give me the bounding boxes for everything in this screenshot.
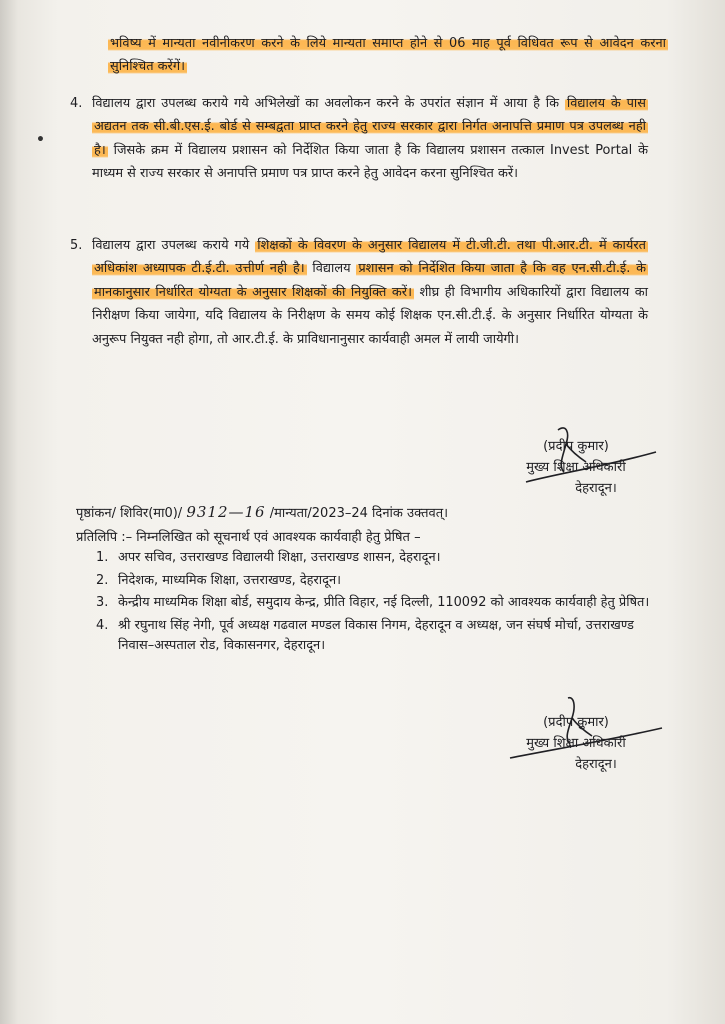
highlighted-text: प्रशासन को निर्देशित किया जाता है कि वह एन.सी.टी.ई. के मानकानुसार निर्धारित योग्यता के अनुसार शिक्षकों की नियुक्ति करें।: [94, 261, 646, 300]
list-item-number: 1.: [96, 550, 109, 565]
signature-block-2: [486, 712, 666, 775]
highlighted-text: विद्यालय के पास अद्यतन तक सी.बी.एस.ई. बोर्ड से सम्बद्वता प्राप्त करने हेतु राज्य सरकार द्वारा निर्गत अनापत्ति प्रमाण पत्र उपलब्ध नही है।: [94, 96, 646, 158]
copy-to-heading: प्रतिलिपि :– निम्नलिखित को सूचनार्थ एवं आवश्यक कार्यवाही हेतु प्रेषित –: [76, 530, 421, 545]
punch-mark: •: [36, 132, 45, 148]
signatory-name: (प्रदीप कुमार): [543, 715, 609, 730]
paragraph-number: 4.: [70, 96, 83, 111]
reference-line: [76, 503, 676, 521]
list-item-number: 4.: [96, 617, 109, 633]
paragraph-text: विद्यालय द्वारा उपलब्ध कराये गये: [92, 238, 250, 253]
signature-block-1: [486, 436, 666, 499]
paragraph-text: शीघ्र ही विभागीय अधिकारियों द्वारा विद्यालय का निरीक्षण किया जायेगा, यदि विद्यालय के निरीक्षण के समय कोई शिक्षक एन.सी.टी.ई. के अनुसार निर्धारित योग्यता के अनुरूप नियुक्त नही होगा, तो आर.टी.ई. के प्राविधानानुसार कार्यवाही अमल में लायी जायेगी।: [92, 284, 648, 347]
page-shadow: [0, 0, 18, 1024]
reference-prefix: पृष्ठांकन/ शिविर(मा0)/: [76, 506, 183, 521]
reference-number: 9312—16: [186, 503, 266, 521]
list-item-text: केन्द्रीय माध्यमिक शिक्षा बोर्ड, समुदाय केन्द्र, प्रीति विहार, नई दिल्ली, 110092 को आवश्यक कार्यवाही हेतु प्रेषित।: [118, 595, 650, 610]
signatory-designation: मुख्य शिक्षा अधिकारी: [526, 736, 626, 751]
paragraph-text: जिसके क्रम में विद्यालय प्रशासन को निर्देशित किया जाता है कि विद्यालय प्रशासन तत्काल Invest Portal के माध्यम से राज्य सरकार से अनापत्ति प्रमाण पत्र प्राप्त करने हेतु आवेदन करना सुनिश्चित करें।: [92, 142, 649, 182]
copy-to-list: [96, 548, 656, 657]
list-item-text: निदेशक, माध्यमिक शिक्षा, उत्तराखण्ड, देहरादून।: [118, 572, 342, 588]
paragraph-5: [70, 234, 648, 351]
highlighted-text: शिक्षकों के विवरण के अनुसार विद्यालय में टी.जी.टी. तथा पी.आर.टी. में कार्यरत अधिकांश अध्यापक टी.ई.टी. उत्तीर्ण नही है।: [94, 238, 646, 277]
signatory-place: देहरादून।: [575, 481, 617, 496]
signatory-name: (प्रदीप कुमार): [543, 439, 609, 454]
list-item: [96, 593, 656, 614]
list-item: [96, 616, 656, 657]
paragraph-text: विद्यालय: [312, 261, 351, 277]
list-item-number: 3.: [96, 595, 109, 610]
reference-suffix: /मान्यता/2023–24 दिनांक उक्तवत्।: [269, 506, 449, 521]
signatory-designation: मुख्य शिक्षा अधिकारी: [526, 460, 626, 475]
highlighted-text: भविष्य में मान्यता नवीनीकरण करने के लिये मान्यता समाप्त होने से 06 माह पूर्व विधिवत रूप से आवेदन करना सुनिश्चित करेंगें।: [110, 36, 666, 75]
handwritten-signature: [486, 422, 666, 502]
paragraph-text: विद्यालय द्वारा उपलब्ध कराये गये अभिलेखों का अवलोकन करने के उपरांत संज्ञान में आया है कि: [92, 96, 560, 111]
handwritten-signature: [480, 694, 670, 774]
list-item: [96, 548, 656, 569]
paragraph-number: 5.: [70, 238, 83, 253]
list-item-text: अपर सचिव, उत्तराखण्ड विद्यालयी शिक्षा, उत्तराखण्ड शासन, देहरादून।: [118, 550, 441, 565]
list-item: [96, 571, 656, 592]
paragraph-4: [70, 92, 649, 186]
list-item-text: श्री रघुनाथ सिंह नेगी, पूर्व अध्यक्ष गढवाल मण्डल विकास निगम, देहरादून व अध्यक्ष, जन संघर्ष मोर्चा, उत्तराखण्ड निवास–अस्पताल रोड, विकासनगर, देहरादून।: [118, 617, 634, 653]
paragraph-3-continuation: [108, 32, 668, 79]
signatory-place: देहरादून।: [575, 757, 617, 772]
list-item-number: 2.: [96, 572, 109, 588]
